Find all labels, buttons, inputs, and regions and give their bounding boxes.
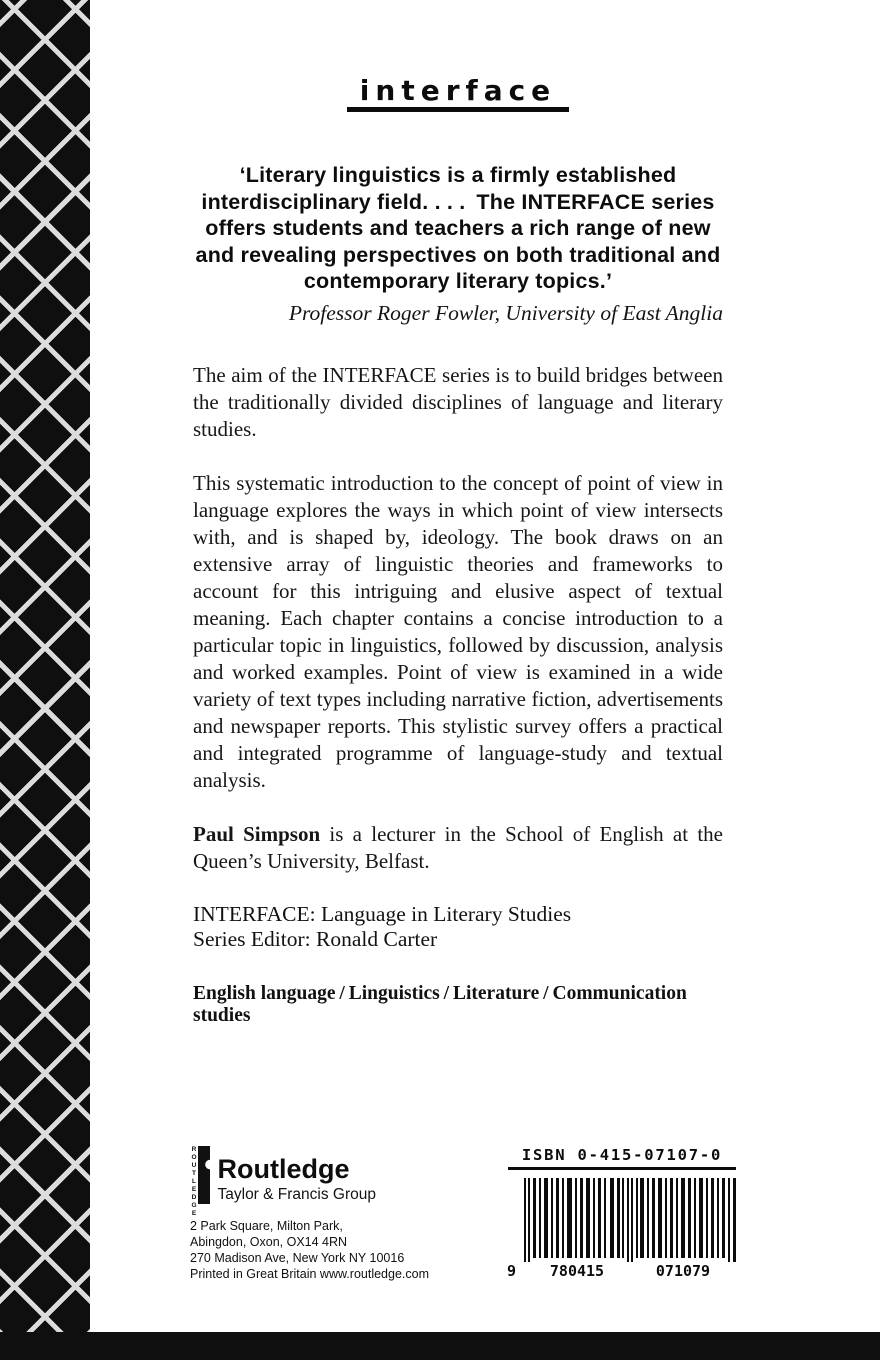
isbn-digits: [524, 1262, 736, 1280]
address-line: Printed in Great Britain www.routledge.com: [190, 1267, 429, 1281]
routledge-logo-mark: [190, 1146, 210, 1218]
publisher-logo-row: [190, 1146, 490, 1218]
quote-line: interdisciplinary field. . . . The INTERFACE series: [201, 189, 715, 214]
isbn-digits-right: 071079: [630, 1262, 736, 1280]
quote-line: and revealing perspectives on both traditional and: [195, 242, 721, 267]
series-editor: Series Editor: Ronald Carter: [193, 927, 438, 951]
publisher-block: [190, 1146, 490, 1282]
series-title: INTERFACE: Language in Literary Studies: [193, 901, 572, 926]
quote-line: contemporary literary topics.’: [303, 269, 613, 293]
address-line: Abingdon, Oxon, OX14 4RN: [190, 1235, 348, 1249]
review-quote: [193, 162, 723, 295]
book-description-paragraph: This systematic introduction to the concept of point of view in language explores the ways in which point of view intersects with, and is shaped by, ideology. The book draws on an extensive array of linguistic theories and frameworks to account for this intriguing and elusive aspect of textual meaning. Each chapter contains a concise introduction to a particular topic in linguistics, followed by discussion, analysis and worked examples. Point of view is examined in a wide variety of text types including narrative fiction, advertisements and newspaper reports. This stylistic survey offers a practical and integrated programme of language-study and textual analysis.: [193, 470, 723, 792]
subject-categories: English language / Linguistics / Literature / Communication studies: [193, 982, 687, 1026]
isbn-digit-9: 9: [507, 1262, 517, 1280]
cover-content: [193, 0, 723, 1027]
interface-logo-text: interface: [359, 74, 557, 107]
interface-logo: [193, 76, 723, 112]
author-bio-rest: is a lecturer in the School of English at the Queen’s University, Belfast.: [193, 821, 723, 873]
interface-logo-underline: [347, 107, 569, 112]
address-line: 270 Madison Ave, New York NY 10016: [190, 1251, 405, 1265]
publisher-group: Taylor & Francis Group: [217, 1186, 376, 1203]
publisher-address: [190, 1218, 490, 1282]
isbn-label: ISBN 0-415-07107-0: [521, 1146, 723, 1164]
cover-footer: [190, 1146, 736, 1282]
isbn-digits-left: 780415: [524, 1262, 630, 1280]
quote-attribution: Professor Roger Fowler, University of East Anglia: [288, 300, 723, 325]
publisher-names: [218, 1146, 377, 1204]
spine-diamond-pattern: [0, 0, 90, 1360]
series-block: [193, 902, 723, 953]
bottom-black-bar: [0, 1332, 880, 1360]
author-bio-paragraph: [193, 821, 723, 875]
routledge-vertical-text: ROUTLEDGE: [190, 1146, 198, 1218]
isbn-rule: [508, 1167, 736, 1170]
author-name: Paul Simpson: [193, 821, 321, 846]
address-line: 2 Park Square, Milton Park,: [190, 1219, 343, 1233]
isbn-barcode: [508, 1146, 736, 1278]
routledge-profile-icon: [198, 1146, 210, 1204]
barcode-bars: [508, 1178, 736, 1278]
publisher-name: Routledge: [217, 1154, 350, 1184]
series-aim-paragraph: The aim of the INTERFACE series is to build bridges between the traditionally divided disciplines of language and literary studies.: [193, 362, 723, 441]
quote-line: offers students and teachers a rich range of new: [205, 216, 711, 240]
quote-line: ‘Literary linguistics is a firmly established: [239, 163, 677, 187]
